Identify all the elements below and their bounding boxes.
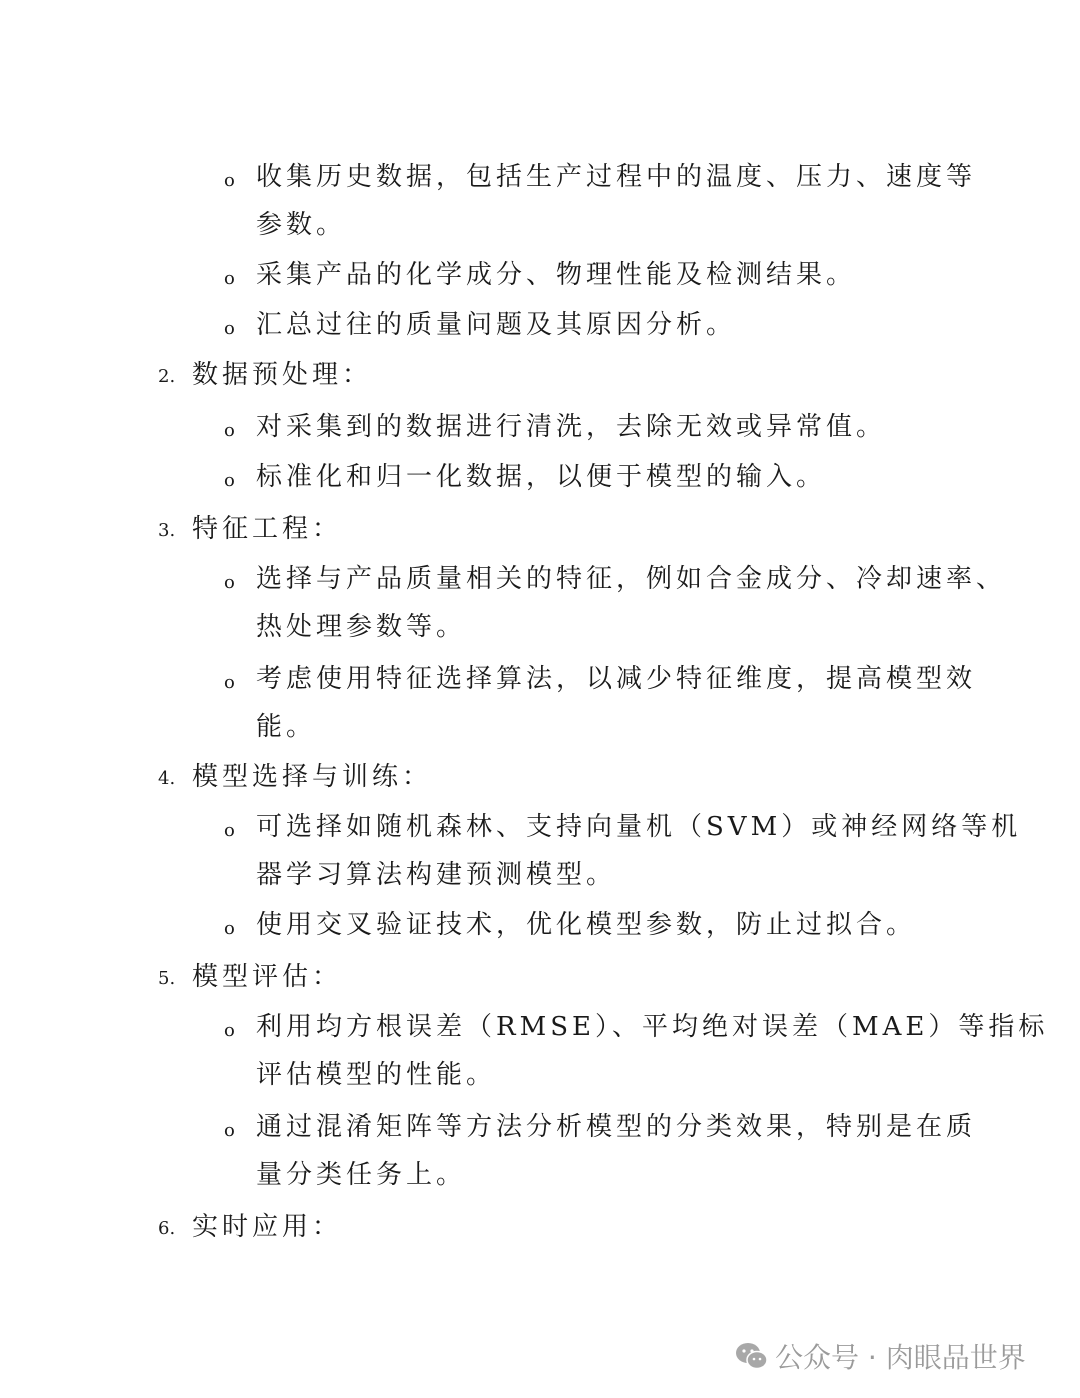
list-bullet: o: [224, 1020, 235, 1041]
section-number: 5.: [158, 968, 176, 989]
section-heading: 数据预处理：: [192, 360, 373, 390]
bullet-text: 通过混淆矩阵等方法分析模型的分类效果，特别是在质: [256, 1112, 977, 1142]
section-number: 4.: [158, 768, 176, 789]
watermark: [735, 1334, 1026, 1378]
bullet-text-continued: 器学习算法构建预测模型。: [256, 860, 617, 890]
list-bullet: o: [224, 318, 235, 339]
section-heading: 实时应用：: [192, 1212, 343, 1242]
section-number: 6.: [158, 1218, 176, 1239]
bullet-text: 利用均方根误差（RMSE）、平均绝对误差（MAE）等指标: [256, 1012, 1049, 1042]
bullet-text: 选择与产品质量相关的特征，例如合金成分、冷却速率、: [256, 564, 1007, 594]
list-bullet: o: [224, 268, 235, 289]
section-heading: 模型评估：: [192, 962, 343, 992]
wechat-icon: [735, 1341, 769, 1371]
bullet-text: 考虑使用特征选择算法，以减少特征维度，提高模型效: [256, 664, 977, 694]
bullet-text: 采集产品的化学成分、物理性能及检测结果。: [256, 260, 857, 290]
list-bullet: o: [224, 420, 235, 441]
section-heading: 模型选择与训练：: [192, 762, 433, 792]
list-bullet: o: [224, 470, 235, 491]
bullet-text: 对采集到的数据进行清洗，去除无效或异常值。: [256, 412, 887, 442]
list-bullet: o: [224, 918, 235, 939]
bullet-text: 可选择如随机森林、支持向量机（SVM）或神经网络等机: [256, 812, 1022, 842]
bullet-text-continued: 量分类任务上。: [256, 1160, 467, 1190]
section-heading: 特征工程：: [192, 514, 343, 544]
list-bullet: o: [224, 572, 235, 593]
list-bullet: o: [224, 170, 235, 191]
bullet-text: 汇总过往的质量问题及其原因分析。: [256, 310, 737, 340]
bullet-text: 标准化和归一化数据，以便于模型的输入。: [256, 462, 827, 492]
bullet-text-continued: 能。: [256, 712, 317, 742]
list-bullet: o: [224, 672, 235, 693]
bullet-text-continued: 参数。: [256, 210, 347, 240]
bullet-text: 收集历史数据，包括生产过程中的温度、压力、速度等: [256, 162, 977, 192]
bullet-text-continued: 评估模型的性能。: [256, 1060, 497, 1090]
section-number: 2.: [158, 366, 176, 387]
list-bullet: o: [224, 820, 235, 841]
bullet-text: 使用交叉验证技术，优化模型参数，防止过拟合。: [256, 910, 917, 940]
bullet-text-continued: 热处理参数等。: [256, 612, 467, 642]
list-bullet: o: [224, 1120, 235, 1141]
section-number: 3.: [158, 520, 176, 541]
watermark-text: 公众号 · 肉眼品世界: [775, 1341, 1026, 1374]
